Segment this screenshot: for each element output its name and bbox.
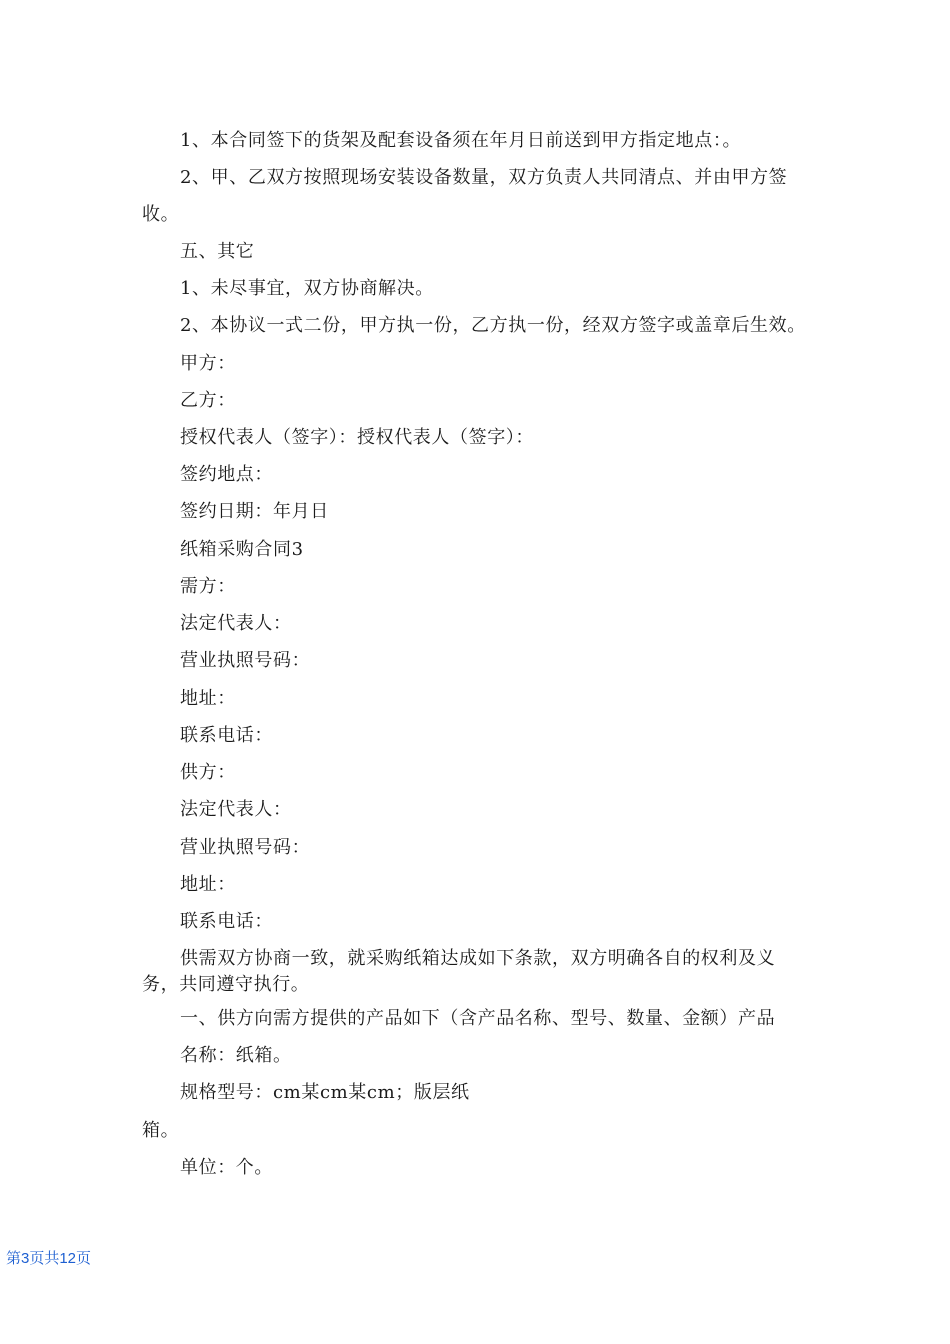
supplier-license-label: 营业执照号码： (180, 837, 311, 858)
paragraph-line: 箱。 (142, 1120, 180, 1141)
paragraph-line: 规格型号：cm某cm某cm；版层纸 (180, 1082, 470, 1103)
paragraph-line: 一、供方向需方提供的产品如下（含产品名称、型号、数量、金额）产品 (180, 1008, 776, 1029)
signing-place-label: 签约地点： (180, 464, 273, 485)
buyer-legal-rep-label: 法定代表人： (180, 613, 292, 634)
buyer-phone-label: 联系电话： (180, 725, 273, 746)
supplier-phone-label: 联系电话： (180, 911, 273, 932)
buyer-label: 需方： (180, 576, 236, 597)
paragraph-line: 供需双方协商一致，就采购纸箱达成如下条款，双方明确各自的权利及义 (180, 948, 776, 969)
signature-line: 授权代表人（签字）：授权代表人（签字）： (180, 427, 534, 448)
paragraph-line: 1、未尽事宜，双方协商解决。 (180, 278, 434, 299)
buyer-license-label: 营业执照号码： (180, 650, 311, 671)
paragraph-line: 1、本合同签下的货架及配套设备须在年月日前送到甲方指定地点：。 (180, 130, 742, 151)
contract-title: 纸箱采购合同3 (180, 539, 304, 560)
paragraph-line: 名称：纸箱。 (180, 1045, 292, 1066)
paragraph-line: 务，共同遵守执行。 (142, 974, 310, 995)
party-b-label: 乙方： (180, 390, 236, 411)
page-number: 第3页共12页 (6, 1250, 92, 1267)
paragraph-line: 收。 (142, 204, 180, 225)
supplier-legal-rep-label: 法定代表人： (180, 799, 292, 820)
paragraph-line: 2、本协议一式二份，甲方执一份，乙方执一份，经双方签字或盖章后生效。 (180, 315, 806, 336)
supplier-address-label: 地址： (180, 874, 236, 895)
section-heading: 五、其它 (180, 241, 255, 262)
buyer-address-label: 地址： (180, 688, 236, 709)
paragraph-line: 2、甲、乙双方按照现场安装设备数量，双方负责人共同清点、并由甲方签 (180, 167, 788, 188)
paragraph-line: 单位：个。 (180, 1157, 273, 1178)
signing-date-label: 签约日期：年月日 (180, 501, 329, 522)
supplier-label: 供方： (180, 762, 236, 783)
party-a-label: 甲方： (180, 353, 236, 374)
